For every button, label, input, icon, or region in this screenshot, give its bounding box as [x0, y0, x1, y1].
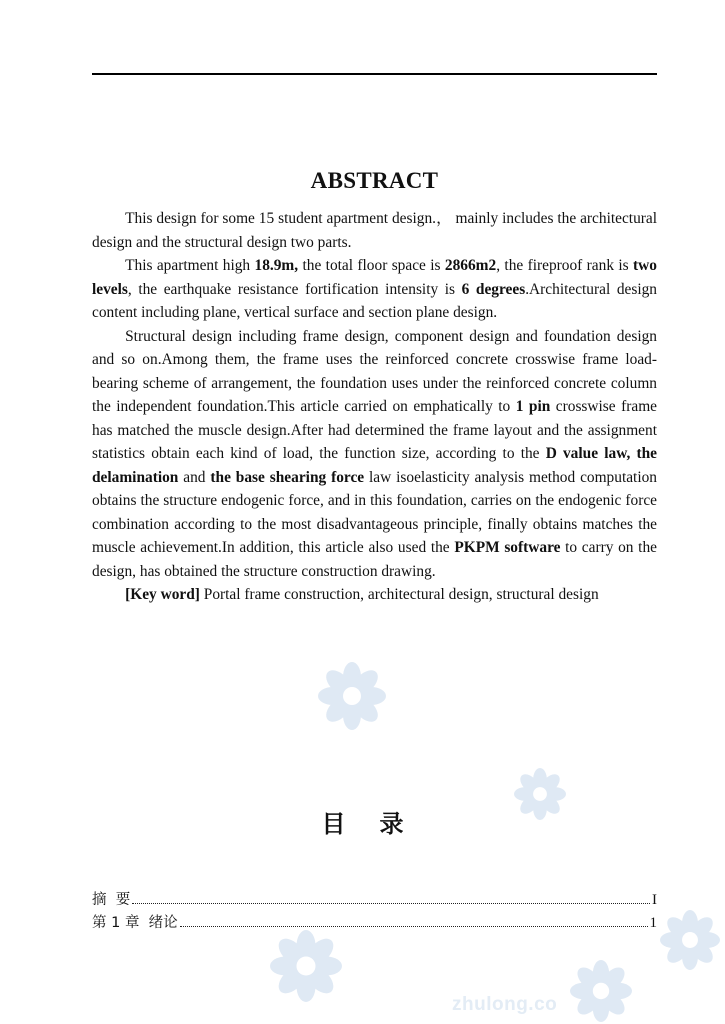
- text-run: .Architectural design content including plane, vertical surface and section plane design.: [92, 280, 658, 321]
- bold-text-run: two levels: [92, 257, 657, 298]
- text-run: , the fireproof rank is: [496, 257, 634, 274]
- text-run: to carry on the design, has obtained the structure construction drawing.: [92, 539, 657, 580]
- keywords-line: [92, 583, 657, 607]
- watermark-flower-icon: [270, 930, 342, 1002]
- header-rule: [92, 73, 657, 75]
- bold-text-run: the base shearing force: [210, 468, 365, 486]
- toc-list: [92, 888, 657, 934]
- abstract-paragraph: [92, 254, 657, 325]
- text-run: crosswise frame has matched the muscle design.After had determined the frame layout and the assignment statistics obtain each kind of load, the function size, according to the: [92, 398, 657, 462]
- bold-text-run: [Key word]: [125, 586, 200, 603]
- abstract-body: [92, 207, 657, 607]
- watermark-flower-icon: [318, 662, 386, 730]
- abstract-title: ABSTRACT: [310, 168, 439, 193]
- text-run: This design for some 15 student apartment design.， mainly includes the architectural design and the structural design two parts.: [92, 210, 657, 251]
- text-run: and: [178, 468, 211, 486]
- text-run: , the earthquake resistance fortification intensity is: [127, 280, 462, 298]
- bold-text-run: 18.9m,: [254, 257, 299, 274]
- toc-entry-chapter-1[interactable]: 第 1 章 绪论 1: [92, 915, 657, 931]
- toc-entry-abstract[interactable]: 摘 要 I: [92, 892, 657, 908]
- abstract-paragraph: [92, 325, 657, 584]
- bold-text-run: PKPM software: [454, 539, 561, 556]
- watermark-flower-icon: [660, 910, 720, 970]
- bold-text-run: 1 pin: [515, 398, 551, 415]
- text-run: law isoelasticity analysis method computation obtains the structure endogenic force, and in this foundation, carries on the endogenic force combination according to the most disadvantageous principle, finally obtains matches the muscle achievement.In addition, this article also used the: [92, 468, 658, 556]
- watermark-text: zhulong.co: [452, 994, 558, 1015]
- text-run: Structural design including frame design, component design and foundation design and so on.Among them, the frame uses the reinforced concrete crosswise frame load-bearing scheme of arrangement, the foundation uses under the reinforced concrete column the independent foundation.This article carried on emphatically to: [92, 327, 657, 415]
- text-run: Portal frame construction, architectural design, structural design: [199, 586, 599, 603]
- bold-text-run: D value law, the delamination: [92, 445, 657, 486]
- text-run: This apartment high: [125, 257, 255, 274]
- text-run: the total floor space is: [298, 257, 445, 274]
- abstract-paragraph: [92, 207, 657, 254]
- toc-dot-leader: [132, 903, 650, 904]
- toc-title: 目 录: [321, 810, 404, 838]
- watermark-flower-icon: [570, 960, 632, 1022]
- toc-dot-leader: [180, 926, 648, 927]
- bold-text-run: 2866m2: [444, 257, 497, 274]
- bold-text-run: 6 degrees: [461, 280, 526, 298]
